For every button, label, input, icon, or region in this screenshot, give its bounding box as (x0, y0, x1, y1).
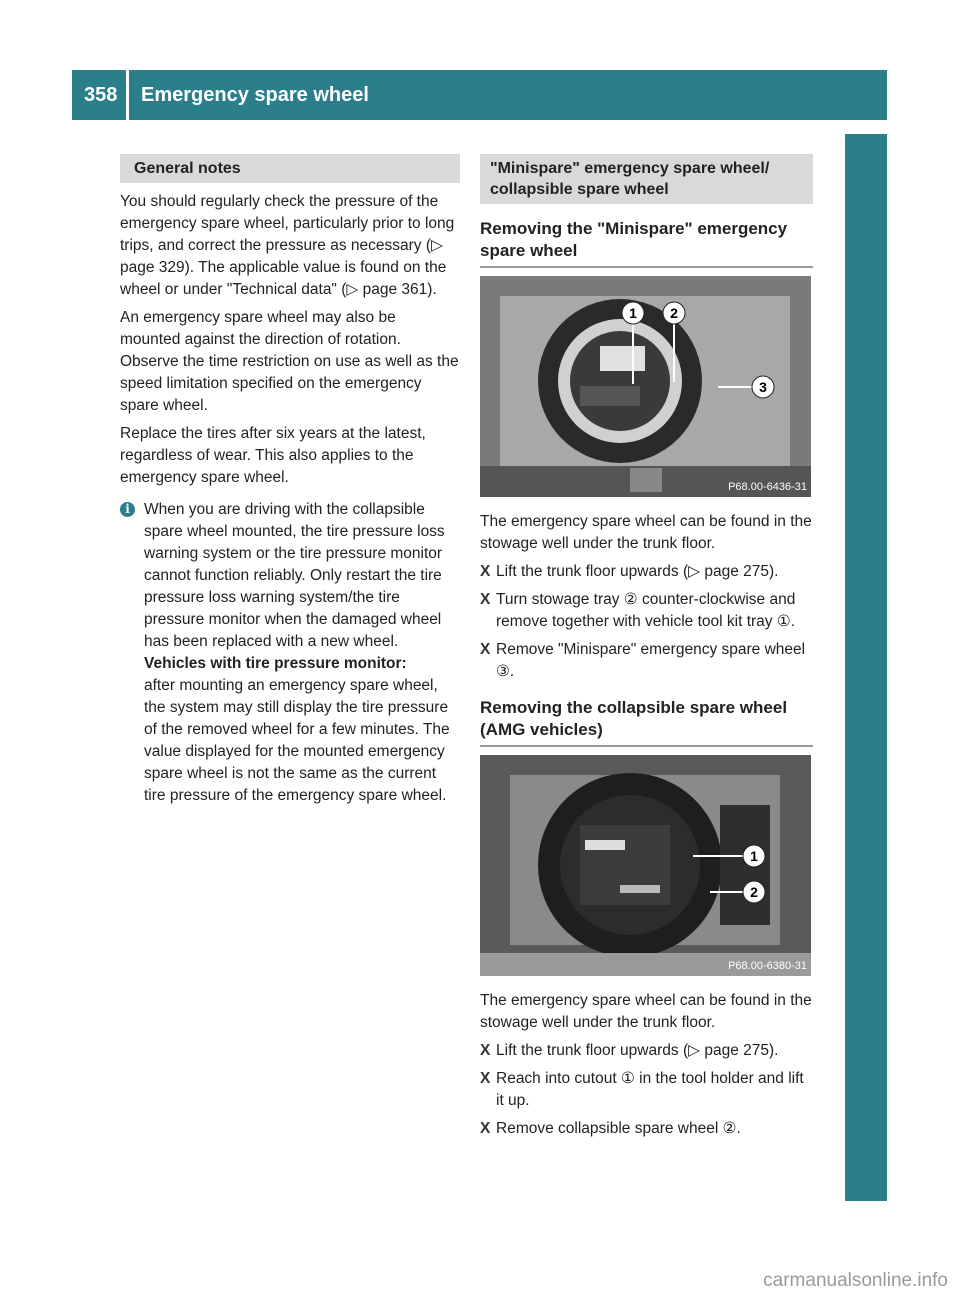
side-tab (845, 134, 887, 1201)
subheading-remove-minispare: Removing the "Minispare" emergency spare wheel (480, 218, 813, 268)
minispare-illustration (480, 276, 811, 497)
right-column (480, 154, 813, 1146)
header-divider (126, 70, 129, 120)
image-code: P68.00-6380-31 (728, 960, 807, 972)
image-code: P68.00-6436-31 (728, 481, 807, 493)
step-text: Lift the trunk floor upwards (▷ page 275). (496, 563, 779, 580)
step-text: Lift the trunk floor upwards (▷ page 275). (496, 1042, 779, 1059)
collapsible-photo (480, 755, 811, 976)
step-text: Remove collapsible spare wheel ②. (496, 1120, 741, 1137)
step (480, 589, 813, 633)
step (480, 561, 813, 583)
step-arrow-icon: X (480, 1120, 491, 1137)
info-note-subheading: Vehicles with tire pressure monitor: (144, 655, 407, 672)
paragraph: You should regularly check the pressure of the emergency spare wheel, particularly prior to long trips, and correct the pressure as necessary (▷ page 329). The applicable value is found on the wheel or under "Technical data" (▷ page 361). (120, 193, 455, 298)
paragraph: An emergency spare wheel may also be mounted against the direction of rotation. Observe the time restriction on use as well as the speed limitation specified on the emergency spare wheel. (120, 309, 459, 414)
step (480, 1118, 813, 1140)
info-icon: i (120, 502, 135, 517)
callout-2: 2 (750, 884, 758, 900)
paragraph: The emergency spare wheel can be found in the stowage well under the trunk floor. (480, 992, 812, 1031)
section-heading-spare-wheel: "Minispare" emergency spare wheel/ collapsible spare wheel (480, 154, 813, 204)
callout-1: 1 (750, 848, 758, 864)
step-text: Remove "Minispare" emergency spare wheel ③. (496, 641, 806, 680)
info-note-text: after mounting an emergency spare wheel, the system may still display the tire pressure of the removed wheel for a few minutes. The value displayed for the mounted emergency spare wheel is not the same as the current tire pressure of the emergency spare wheel. (144, 677, 450, 804)
minispare-photo (480, 276, 811, 497)
step (480, 1068, 813, 1112)
step-text: Turn stowage tray ② counter-clockwise and remove together with vehicle tool kit tray ①. (496, 591, 796, 630)
paragraph: Replace the tires after six years at the latest, regardless of wear. This also applies to the emergency spare wheel. (120, 425, 426, 486)
step-text: Reach into cutout ① in the tool holder and lift it up. (496, 1070, 804, 1109)
callout-1: 1 (629, 305, 637, 321)
callout-3: 3 (759, 379, 767, 395)
collapsible-illustration (480, 755, 811, 976)
page-number: 358 (84, 84, 118, 106)
page-title: Emergency spare wheel (141, 84, 369, 106)
paragraph: The emergency spare wheel can be found in the stowage well under the trunk floor. (480, 513, 812, 552)
step-arrow-icon: X (480, 1042, 491, 1059)
step-arrow-icon: X (480, 591, 491, 608)
step-arrow-icon: X (480, 641, 491, 658)
section-heading-general-notes: General notes (120, 154, 460, 183)
subheading-remove-collapsible: Removing the collapsible spare wheel (AMG vehicles) (480, 697, 813, 747)
step (480, 1040, 813, 1062)
info-note-tpms (120, 653, 460, 807)
callout-2: 2 (670, 305, 678, 321)
left-column (120, 154, 460, 807)
step-arrow-icon: X (480, 563, 491, 580)
side-tab-label: Wheels and tires (854, 342, 877, 510)
step (480, 639, 813, 683)
info-note-text: When you are driving with the collapsible spare wheel mounted, the tire pressure loss warning system or the tire pressure monitor cannot function reliably. Only restart the tire pressure loss warning system/the tire pressure monitor when the damaged wheel has been replaced with a new wheel. (144, 501, 445, 650)
step-arrow-icon: X (480, 1070, 491, 1087)
info-note (120, 499, 460, 653)
watermark: carmanualsonline.info (763, 1270, 948, 1291)
